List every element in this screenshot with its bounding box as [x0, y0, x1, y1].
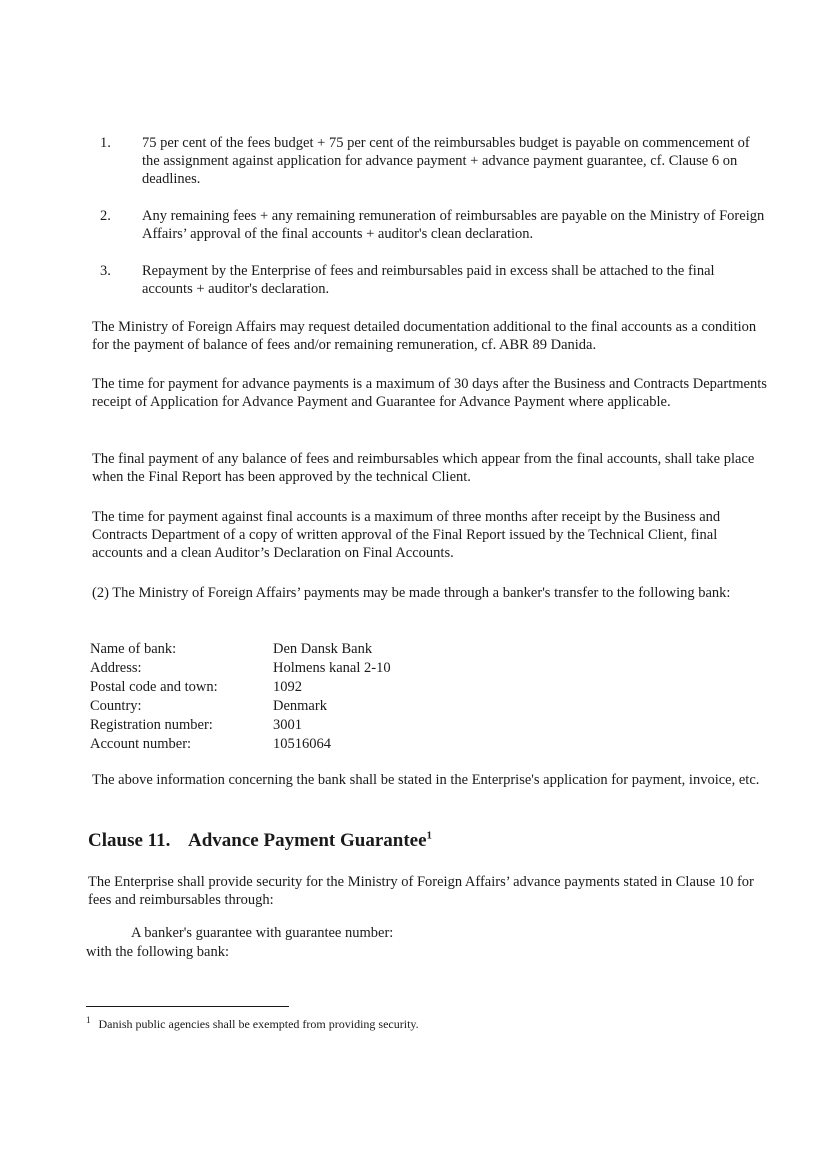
bank-value: 10516064 — [273, 736, 331, 752]
paragraph-final-payment: The final payment of any balance of fees and reimbursables which appear from the final accounts, shall take place when the Final Report has been approved by the technical Client. — [92, 451, 755, 485]
clause-11-heading — [88, 829, 432, 853]
paragraph-advance-time: The time for payment for advance payments is a maximum of 30 days after the Business and Contracts Departments receipt of Application for Advance Payment and Guarantee for Advance Payment where applicable. — [92, 376, 767, 410]
list-number: 3. — [100, 263, 111, 279]
paragraph-security: The Enterprise shall provide security for the Ministry of Foreign Affairs’ advance payments stated in Clause 10 for fees and reimbursables through: — [88, 874, 754, 908]
paragraph-bank-info-note: The above information concerning the bank shall be stated in the Enterprise's application for payment, invoice, etc. — [92, 772, 760, 788]
list-text: Repayment by the Enterprise of fees and reimbursables paid in excess shall be attached to the final accounts + auditor's declaration. — [142, 263, 715, 297]
list-item-3 — [100, 262, 765, 298]
bank-row-postal — [90, 678, 523, 697]
bank-value: Den Dansk Bank — [273, 641, 373, 657]
bank-label: Address: — [90, 660, 142, 676]
clause-title: Advance Payment Guarantee — [188, 830, 427, 851]
bank-row-address — [90, 659, 523, 678]
footnote-text: Danish public agencies shall be exempted from providing security. — [98, 1017, 419, 1031]
bank-label: Country: — [90, 698, 142, 714]
bank-value: Holmens kanal 2-10 — [273, 660, 391, 676]
footnote — [86, 1017, 419, 1032]
bank-row-country — [90, 697, 523, 716]
bank-label: Name of bank: — [90, 641, 177, 657]
bank-line: with the following bank: — [86, 944, 229, 960]
bank-value: Denmark — [273, 698, 327, 714]
list-item-2 — [100, 207, 765, 243]
bank-details-table — [90, 640, 523, 754]
bank-label: Registration number: — [90, 717, 213, 733]
paragraph-bank-transfer: (2) The Ministry of Foreign Affairs’ payments may be made through a banker's transfer to the following bank: — [92, 585, 731, 601]
bank-row-name — [90, 640, 523, 659]
clause-number: Clause 11. — [88, 830, 171, 851]
list-text: 75 per cent of the fees budget + 75 per cent of the reimbursables budget is payable on commencement of the assignment against application for advance payment + advance payment guarantee, cf. Clause 6 on deadlines. — [142, 135, 750, 187]
list-number: 1. — [100, 135, 111, 151]
list-number: 2. — [100, 208, 111, 224]
footnote-divider — [86, 1006, 289, 1007]
guarantee-line: A banker's guarantee with guarantee number: — [131, 925, 394, 941]
footnote-reference: 1 — [426, 829, 433, 842]
paragraph-documentation: The Ministry of Foreign Affairs may request detailed documentation additional to the final accounts as a condition for the payment of balance of fees and/or remaining remuneration, cf. ABR 89 Danida. — [92, 319, 757, 353]
list-item-1 — [100, 134, 765, 188]
bank-value: 3001 — [273, 717, 302, 733]
bank-label: Postal code and town: — [90, 679, 218, 695]
bank-row-account — [90, 735, 523, 754]
bank-value: 1092 — [273, 679, 302, 695]
footnote-mark: 1 — [86, 1015, 91, 1025]
paragraph-final-time: The time for payment against final accounts is a maximum of three months after receipt by the Business and Contracts Department of a copy of written approval of the Final Report issued by the Technical Client, final accounts and a clean Auditor’s Declaration on Final Accounts. — [92, 509, 721, 561]
list-text: Any remaining fees + any remaining remuneration of reimbursables are payable on the Ministry of Foreign Affairs’ approval of the final accounts + auditor's clean declaration. — [142, 208, 765, 242]
bank-row-registration — [90, 716, 523, 735]
bank-label: Account number: — [90, 736, 192, 752]
